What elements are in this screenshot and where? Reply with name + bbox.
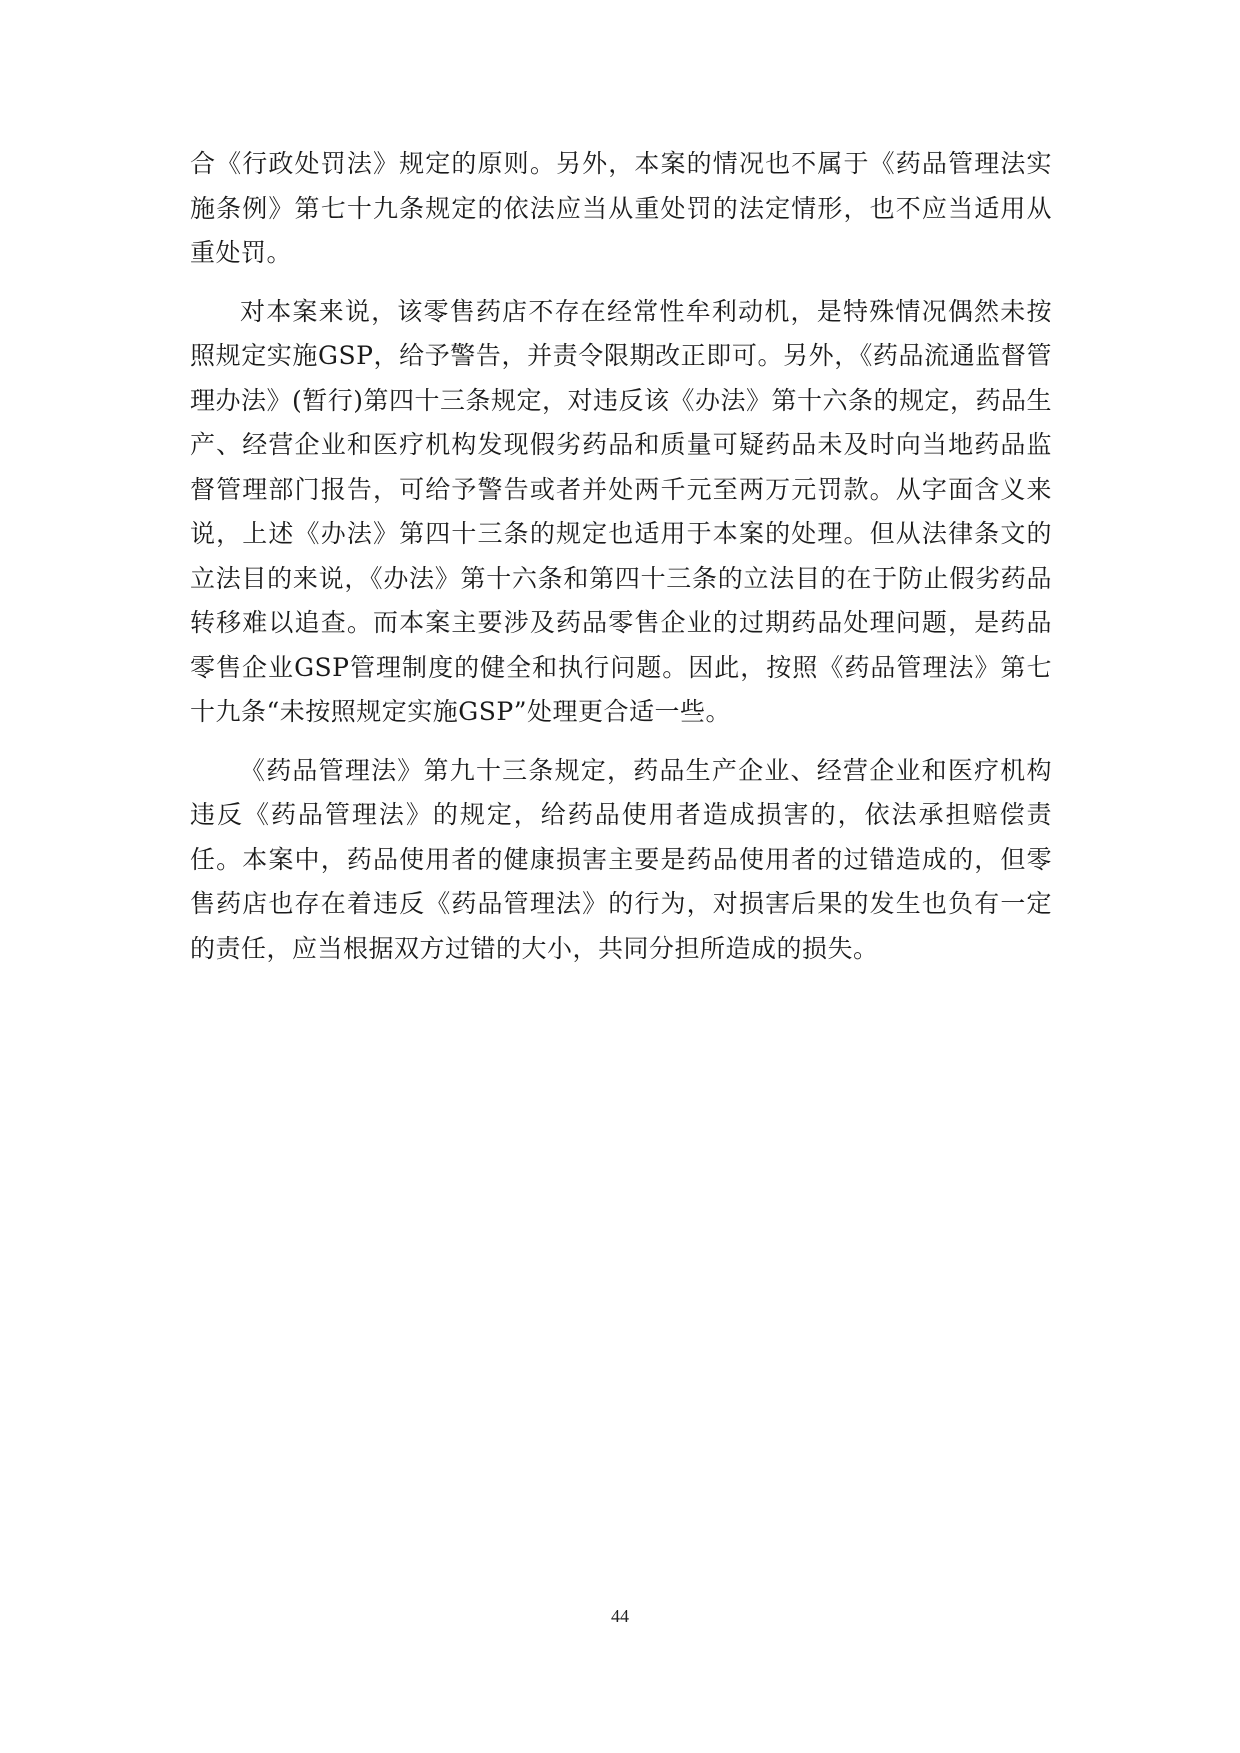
page-number: 44 [611,1606,629,1626]
paragraph-case-analysis: 对本案来说，该零售药店不存在经常性牟利动机，是特殊情况偶然未按照规定实施GSP，给予警告，并责令限期改正即可。另外，《药品流通监督管理办法》(暂行)第四十三条规定，对违反该《办法》第十六条的规定，药品生产、经营企业和医疗机构发现假劣药品和质量可疑药品未及时向当地药品监督管理部门报告，可给予警告或者并处两千元至两万元罚款。从字面含义来说，上述《办法》第四十三条的规定也适用于本案的处理。但从法律条文的立法目的来说，《办法》第十六条和第四十三条的立法目的在于防止假劣药品转移难以追查。而本案主要涉及药品零售企业的过期药品处理问题，是药品零售企业GSP管理制度的健全和执行问题。因此，按照《药品管理法》第七十九条“未按照规定实施GSP”处理更合适一些。 [190,296,1053,726]
body-text [190,142,1052,985]
paragraph-continuation: 合《行政处罚法》规定的原则。另外，本案的情况也不属于《药品管理法实施条例》第七十九条规定的依法应当从重处罚的法定情形，也不应当适用从重处罚。 [190,149,1052,267]
paragraph-liability: 《药品管理法》第九十三条规定，药品生产企业、经营企业和医疗机构违反《药品管理法》的规定，给药品使用者造成损害的，依法承担赔偿责任。本案中，药品使用者的健康损害主要是药品使用者的过错造成的，但零售药店也存在着违反《药品管理法》的行为，对损害后果的发生也负有一定的责任，应当根据双方过错的大小，共同分担所造成的损失。 [190,755,1052,963]
